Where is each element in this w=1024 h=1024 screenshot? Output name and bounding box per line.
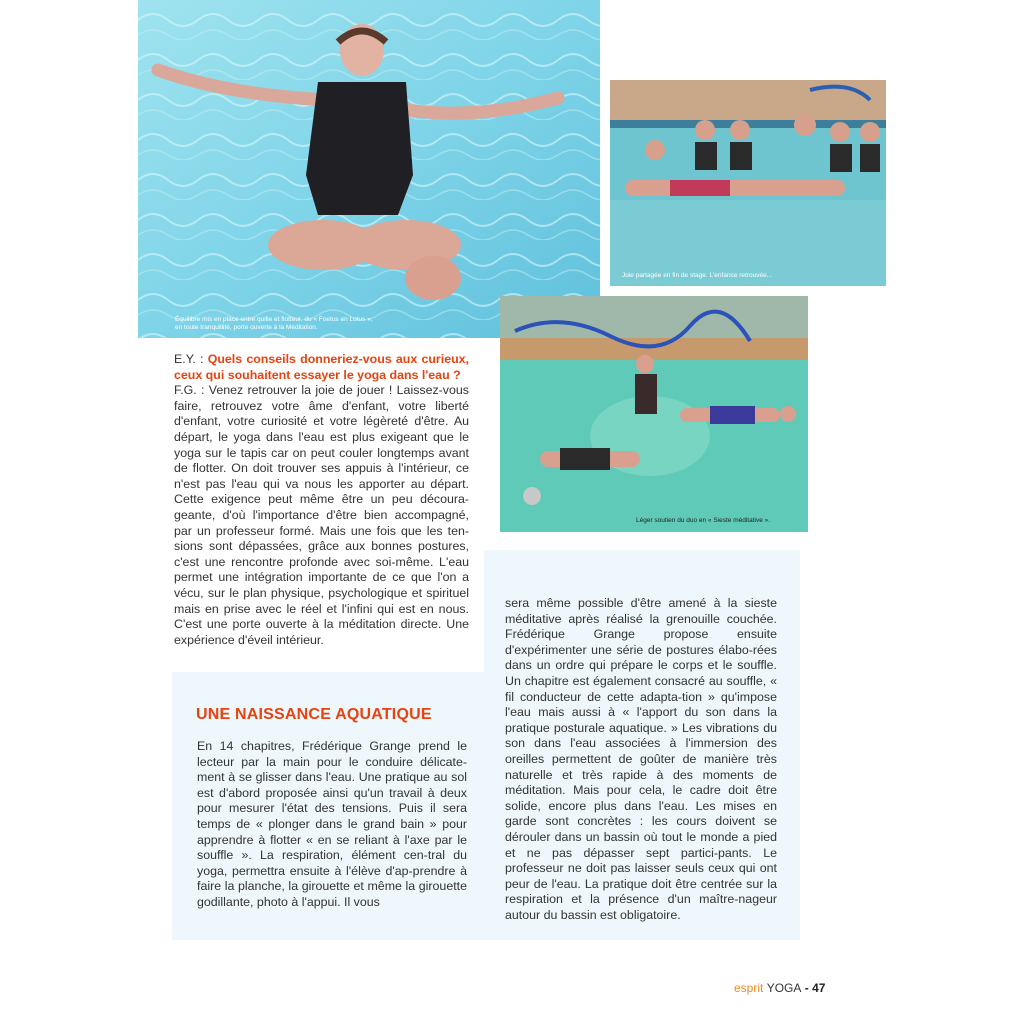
sidebar-column-2: sera même possible d'être amené à la sieste méditative après réalisé la grenouille couchée. Frédérique Grange propose ensuite d'expérimenter une série de postures élabo-rées dans un ordre qui prépare le corps et le souffle. Un chapitre est également consacré au souffle, « fil conducteur de cette adapta-tion » qu'impose l'eau mais aussi à « l'apport du son dans la pratique posturale aquatique. » Les vibrations du son dans l'eau associées à l'immersion des oreilles permettent de goûter de manière très naturelle et très rapide à des moments de méditation. Mais pour cela, le cadre doit être solide, encore plus dans l'eau. Les mises en garde sont concrètes : les cours doivent se dérouler dans un bassin où tout le monde a pied et ne pas dépasser sept partici-pants. Le professeur ne doit pas laisser seuls ceux qui ont peur de l'eau. La pratique doit être centrée sur la respiration et la présence d'un maître-nageur autour du bassin est obligatoire. bbox=[505, 596, 777, 922]
sidebar-column-1: En 14 chapitres, Frédérique Grange prend le lecteur par la main pour le conduire délicate-ment à se glisser dans l'eau. Une pratique au sol est d'abord proposée ainsi qu'un travail à deux pour mesurer l'état des tensions. Puis il sera temps de « plonger dans le grand bain » pour apprendre à flotter « en se reliant à l'axe par le souffle ». La respiration, élément cen-tral du yoga, permettra ensuite à l'élève d'ap-prendre à faire la planche, la girouette et même la girouette godillante, photo à l'appui. Il vous bbox=[197, 739, 467, 909]
interview-answer: Venez retrouver la joie de jouer ! Laissez-vous faire, retrouvez votre âme d'enfant, votre liberté d'enfant, votre curiosité et votre légèreté d'être. Au départ, le yoga dans l'eau est plus exigeant que le yoga sur le tapis car on peut couler longtemps avant de flotter. On doit trouver ses appuis à l'intérieur, ce n'est pas l'eau qui va nous les apporter au départ. Cette exigence peut même être un peu découra-geante, d'où l'importance d'être bien accompagné, par un professeur formé. Mais une fois que les ten-sions sont dépassées, grâce aux bonnes postures, c'est une rencontre profonde avec soi-même. L'eau permet une intégration importante de ce que l'on a vécu, sur le plan physique, psychologique et spirituel mais en prise avec le réel et l'infini qui est en nous. C'est une porte ouverte à la méditation directe. Une expérience d'éveil intérieur. bbox=[174, 383, 469, 647]
photo-duo bbox=[500, 296, 808, 532]
folio-magazine: YOGA bbox=[766, 981, 802, 995]
folio-page-number: 47 bbox=[812, 981, 826, 995]
interviewee-label: F.G. : bbox=[174, 383, 205, 398]
photo-group bbox=[610, 80, 886, 286]
folio-brand: esprit bbox=[734, 981, 764, 995]
interviewer-label: E.Y. : bbox=[174, 352, 204, 366]
page-folio bbox=[734, 981, 825, 995]
photo-floating-lotus bbox=[138, 0, 600, 338]
caption-group: Joie partagée en fin de stage. L'enfance retrouvée... bbox=[622, 272, 773, 279]
interview-block bbox=[174, 352, 469, 648]
sidebar-title: UNE NAISSANCE AQUATIQUE bbox=[196, 706, 432, 723]
caption-floating-lotus: Équilibre mis en place entre quille et flotteur, du « Foetus en Lotus », en toute tranquillité, porte ouverte à la Méditation. bbox=[175, 316, 373, 331]
interview-question: Quels conseils donneriez-vous aux curieux, ceux qui souhaitent essayer le yoga dans l'eau ? bbox=[174, 352, 469, 382]
caption-duo: Léger soutien du duo en « Sieste méditative ». bbox=[636, 517, 771, 524]
folio-separator: - bbox=[804, 981, 809, 995]
